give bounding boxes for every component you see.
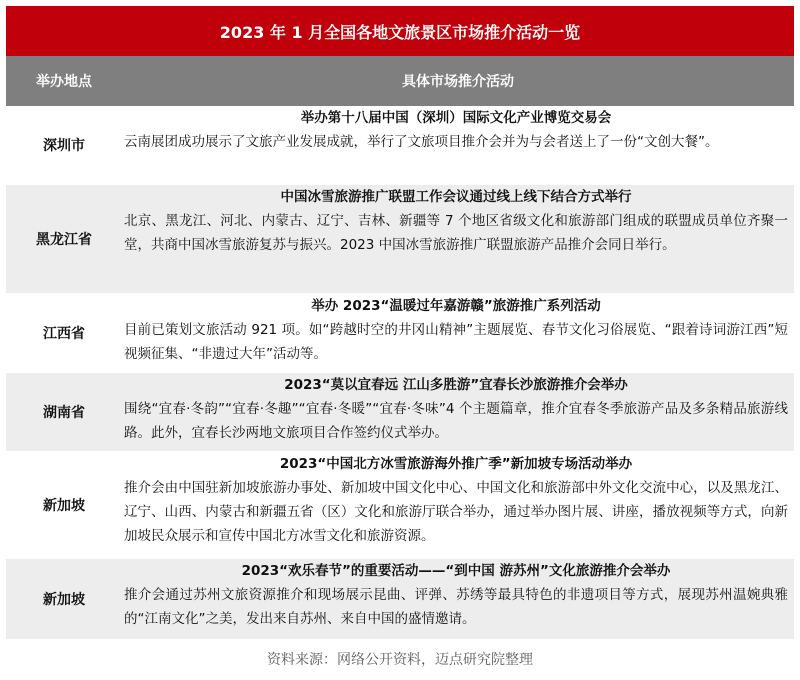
activity-text: 云南展团成功展示了文旅产业发展成就，举行了文旅项目推介会并为与会者送上了一份“文创大餐”。 (124, 134, 719, 150)
activity-heading: 举办第十八届中国（深圳）国际文化产业博览交易会 (300, 110, 612, 126)
source-note: 资料来源：网络公开资料，迈点研究院整理 (267, 652, 533, 668)
row-location: 江西省 (43, 326, 85, 342)
row-activity (122, 373, 794, 451)
table-row (6, 452, 794, 559)
header-activity: 具体市场推介活动 (402, 74, 514, 90)
row-location: 新加坡 (43, 592, 85, 608)
table-row (6, 294, 794, 373)
activity-heading: 2023“中国北方冰雪旅游海外推广季”新加坡专场活动举办 (279, 456, 633, 472)
table-title: 2023 年 1 月全国各地文旅景区市场推介活动一览 (6, 6, 794, 56)
table-row (6, 559, 794, 640)
row-location: 黑龙江省 (36, 232, 92, 248)
activity-table (6, 6, 794, 678)
row-activity (122, 559, 794, 639)
row-activity (122, 106, 794, 184)
row-location: 深圳市 (43, 138, 85, 154)
activity-text: 推介会由中国驻新加坡旅游办事处、新加坡中国文化中心、中国文化和旅游部中外文化交流中心，以及黑龙江、辽宁、山西、内蒙古和新疆五省（区）文化和旅游厅联合举办，通过举办图片展、讲座，播放视频等方式，向新加坡民众展示和宣传中国北方冰雪文化和旅游资源。 (124, 480, 788, 544)
row-activity (122, 185, 794, 293)
activity-text: 围绕“宜春·冬韵”“宜春·冬趣”“宜春·冬暖”“宜春·冬味”4 个主题篇章，推介宜春冬季旅游产品及多条精品旅游线路。此外，宜春长沙两地文旅项目合作签约仪式举办。 (124, 401, 788, 441)
table-row (6, 185, 794, 294)
activity-text: 目前已策划文旅活动 921 项。如“跨越时空的井冈山精神”主题展览、春节文化习俗展览、“跟着诗词游江西”短视频征集、“非遗过大年”活动等。 (124, 322, 788, 362)
table-row (6, 373, 794, 452)
activity-text: 北京、黑龙江、河北、内蒙古、辽宁、吉林、新疆等 7 个地区省级文化和旅游部门组成的联盟成员单位齐聚一堂，共商中国冰雪旅游复苏与振兴。2023 中国冰雪旅游推广联盟旅游产品推介会同日举行。 (124, 213, 788, 253)
table-header (6, 56, 794, 106)
row-activity (122, 452, 794, 558)
activity-heading: 举办 2023“温暖过年嘉游赣”旅游推广系列活动 (311, 298, 601, 314)
row-location: 新加坡 (43, 498, 85, 514)
activity-heading: 2023“莫以宜春远 江山多胜游”宜春长沙旅游推介会举办 (284, 377, 628, 393)
table-row (6, 106, 794, 185)
activity-heading: 中国冰雪旅游推广联盟工作会议通过线上线下结合方式举行 (280, 189, 632, 205)
activity-text: 推介会通过苏州文旅资源推介和现场展示昆曲、评弹、苏绣等最具特色的非遗项目等方式，展现苏州温婉典雅的“江南文化”之美，发出来自苏州、来自中国的盛情邀请。 (124, 587, 788, 627)
header-location: 举办地点 (36, 74, 92, 90)
row-location: 湖南省 (43, 405, 85, 421)
row-activity (122, 294, 794, 372)
activity-heading: 2023“欢乐春节”的重要活动——“到中国 游苏州”文化旅游推介会举办 (241, 563, 671, 579)
